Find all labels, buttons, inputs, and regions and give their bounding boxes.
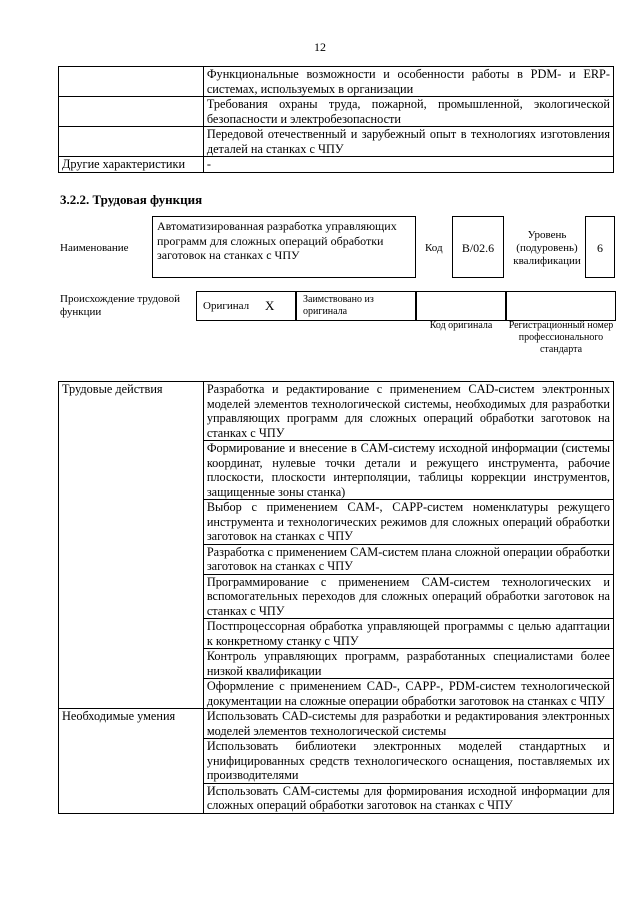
- row-text: -: [203, 157, 613, 173]
- section-label-actions: Трудовые действия: [59, 382, 204, 709]
- row-label: [59, 127, 204, 157]
- list-item: Формирование и внесение в CAM-систему исходной информации (системы координат, нулевые точки детали и режущего инструмента, рабочие плоскости, плоскости интерполяции, таблицы коррекции инструментов, защищенные зоны станка): [203, 441, 613, 500]
- table-row: [59, 709, 614, 739]
- list-item: Оформление с применением CAD-, CAPP-, PDM-систем технологической документации на сложные операции обработки заготовок на станках с ЧПУ: [203, 679, 613, 709]
- list-item: Разработка и редактирование с применением CAD-систем электронных моделей элементов технологической системы, необходимых для разработки управляющих программ для сложных операций обработки заготовок на станках с ЧПУ: [203, 382, 613, 441]
- origin-label: Происхождение трудовой функции: [60, 293, 181, 318]
- page-number: 12: [314, 40, 326, 54]
- borrowed-label: Заимствовано из оригинала: [303, 294, 374, 317]
- level-value-text: 6: [597, 241, 603, 255]
- list-item: Контроль управляющих программ, разработанных специалистами более низкой квалификации: [203, 649, 613, 679]
- code-value-text: B/02.6: [461, 241, 495, 255]
- row-label: Другие характеристики: [59, 157, 204, 173]
- table-row: [59, 157, 614, 173]
- list-item: Постпроцессорная обработка управляющей программы с целью адаптации к конкретному станку с ЧПУ: [203, 619, 613, 649]
- code-original-caption: Код оригинала: [429, 320, 493, 331]
- origin-borrowed-cell: [296, 291, 416, 321]
- reg-number-caption: Регистрационный номер профессионального стандарта: [508, 320, 614, 355]
- list-item: Использовать библиотеки электронных моделей стандартных и унифицированных средств технологического оснащения, поставляемых их производителями: [203, 739, 613, 784]
- reg-number-cell: [506, 291, 616, 321]
- labor-function-table: [58, 381, 614, 814]
- name-value-text: Автоматизированная разработка управляющих программ для сложных операций обработки заготовок на станках с ЧПУ: [157, 219, 397, 262]
- original-label: Оригинал: [203, 300, 250, 312]
- name-value: [152, 216, 416, 278]
- section-label-skills: Необходимые умения: [59, 709, 204, 814]
- level-label: Уровень (подуровень) квалификации: [513, 229, 581, 267]
- row-label: [59, 67, 204, 97]
- level-value: [585, 216, 615, 278]
- original-mark: X: [265, 298, 275, 313]
- characteristics-table: [58, 66, 614, 173]
- list-item: Использовать CAD-системы для разработки и редактирования электронных моделей элементов технологической системы: [203, 709, 613, 739]
- list-item: Программирование с применением CAM-систем технологических и вспомогательных переходов для сложных операций обработки заготовок на станках с ЧПУ: [203, 574, 613, 619]
- row-text: Требования охраны труда, пожарной, промышленной, экологической безопасности и электробезопасности: [203, 97, 613, 127]
- list-item: Выбор с применением CAM-, CAPP-систем номенклатуры режущего инструмента и технологических режимов для сложных операций обработки заготовок на станках с ЧПУ: [203, 500, 613, 545]
- list-item: Использовать CAM-системы для формирования исходной информации для сложных операций обработки заготовок на станках с ЧПУ: [203, 783, 613, 813]
- code-value: [452, 216, 504, 278]
- row-text: Функциональные возможности и особенности работы в PDM- и ERP-системах, используемых в организации: [203, 67, 613, 97]
- section-heading: 3.2.2. Трудовая функция: [60, 192, 203, 207]
- table-row: [59, 382, 614, 441]
- origin-original-cell: [196, 291, 296, 321]
- list-item: Разработка с применением CAM-систем плана сложной операции обработки заготовок на станках с ЧПУ: [203, 544, 613, 574]
- row-label: [59, 97, 204, 127]
- table-row: [59, 97, 614, 127]
- row-text: Передовой отечественный и зарубежный опыт в технологиях изготовления деталей на станках с ЧПУ: [203, 127, 613, 157]
- code-label: Код: [425, 242, 443, 254]
- table-row: [59, 127, 614, 157]
- code-original-cell: [416, 291, 506, 321]
- table-row: [59, 67, 614, 97]
- name-label: Наименование: [60, 242, 129, 254]
